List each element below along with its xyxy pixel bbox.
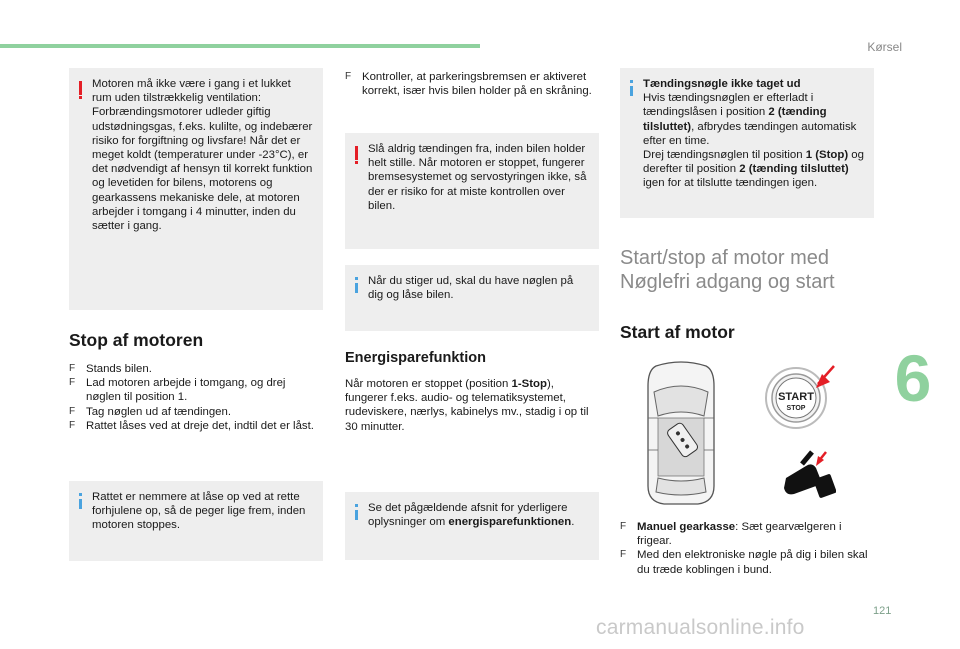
section-title-line: Nøglefri adgang og start (620, 271, 835, 293)
warning-icon-dot (79, 96, 82, 99)
info-icon-stem (355, 283, 358, 293)
info-box-steering-lock (69, 481, 323, 561)
watermark: carmanualsonline.info (596, 616, 805, 639)
parking-brake-step (345, 70, 595, 98)
energy-saving-text (345, 377, 597, 434)
stop-label: STOP (786, 405, 806, 412)
info-icon-stem (630, 86, 633, 96)
list-item (620, 520, 872, 548)
stop-steps-list (69, 362, 319, 433)
info-icon (355, 277, 358, 280)
text-segment: Når motoren er stoppet (position (345, 378, 512, 390)
list-item: F Rattet låses ved at dreje det, indtil det er låst. (69, 419, 319, 433)
text-segment: igen for at tilslutte tændingen igen. (643, 177, 818, 190)
page-number: 121 (873, 605, 892, 617)
info-box-key-not-removed (620, 68, 874, 218)
text-segment: Hvis tændingsnøglen er efterladt i tændingslåsen i position (643, 92, 814, 119)
heading-start-engine: Start af motor (620, 322, 735, 342)
warning-box-ventilation (69, 68, 323, 310)
start-stop-button-icon (764, 362, 846, 434)
start-label: START (778, 391, 814, 403)
header-accent-bar (0, 44, 480, 48)
warning-icon (355, 146, 358, 160)
clutch-pedal-foot-icon (780, 448, 836, 498)
info-title: Tændingsnøgle ikke taget ud (643, 78, 801, 90)
info-icon (630, 80, 633, 83)
info-text: Rattet er nemmere at låse op ved at rette forhjulene op, så de peger lige frem, inden motoren stoppes. (92, 491, 306, 532)
text-segment: Se det pågældende afsnit for yderligere oplysninger om (368, 502, 568, 529)
heading-energy-saving: Energisparefunktion (345, 350, 486, 366)
link-text: energisparefunktionen (448, 516, 572, 529)
section-title-line: Start/stop af motor med (620, 247, 829, 269)
heading-stop-engine: Stop af motoren (69, 330, 204, 350)
gearbox-label: Manuel gearkasse (637, 521, 736, 533)
text-segment: og derefter til position (643, 149, 864, 176)
info-box-energy-saving (345, 492, 599, 560)
text-segment: : Sæt gearvælgeren i frigear. (637, 521, 842, 548)
chapter-title: Kørsel (867, 40, 902, 54)
section-title (620, 246, 880, 294)
text-segment: . (571, 516, 575, 529)
info-icon-stem (79, 499, 82, 509)
list-item-text: Lad motoren arbejde i tomgang, og drej nøglen til position 1. (86, 377, 286, 404)
start-steps-list (620, 520, 872, 577)
info-text: Når du stiger ud, skal du have nøglen på dig og låse bilen. (368, 275, 574, 302)
info-text (345, 492, 599, 538)
list-item (69, 376, 319, 404)
list-item: F Kontroller, at parkeringsbremsen er aktiveret korrekt, især hvis bilen holder på en skråning. (345, 70, 595, 98)
car-with-key-illustration (640, 358, 722, 508)
warning-box-ignition (345, 133, 599, 249)
warning-icon-dot (355, 161, 358, 164)
list-item: F Stands bilen. (69, 362, 319, 376)
text-segment: ), fungerer f.eks. audio- og telematiksystemet, rudeviskere, nærlys, kabinelys mv., stadig i op til 30 minutter. (345, 378, 589, 433)
list-item: F Med den elektroniske nøgle på dig i bilen skal du træde koblingen i bund. (620, 548, 872, 576)
info-text (620, 68, 874, 200)
position-label: 1-Stop (511, 378, 547, 390)
info-icon (355, 504, 358, 507)
text-segment: Drej tændingsnøglen til position (643, 149, 806, 162)
list-item: F Tag nøglen ud af tændingen. (69, 405, 319, 419)
text-segment: , afbrydes tændingen automatisk efter en time. (643, 120, 857, 147)
warning-icon (79, 81, 82, 95)
info-icon (79, 493, 82, 496)
info-box-lock-car (345, 265, 599, 331)
warning-text: Motoren må ikke være i gang i et lukket rum uden tilstrækkelig ventilation: Forbrændingsmotorer udleder giftig udstødningsgas, f.eks. kulilte, og indebærer risiko for forgiftning og livsfare! Når det er meget koldt (temperaturer under -23°C), er det nødvendigt af hensyn til korrekt funktion og levetiden for bilens, motorens og gearkassens mekaniske dele, at motoren arbejder i tomgang i 4 minutter, inden du sætter i gang. (92, 78, 313, 233)
position-label: 1 (Stop) (805, 149, 849, 162)
position-label: 2 (tænding tilsluttet) (643, 106, 827, 133)
position-label: 2 (tænding tilsluttet) (739, 163, 849, 176)
warning-text: Slå aldrig tændingen fra, inden bilen holder helt stille. Når motoren er stoppet, fungerer bremsesystemet og servostyringen ikke, så der er risiko for at miste kontrollen over bilen. (368, 143, 587, 212)
chapter-number: 6 (894, 341, 932, 415)
info-icon-stem (355, 510, 358, 520)
